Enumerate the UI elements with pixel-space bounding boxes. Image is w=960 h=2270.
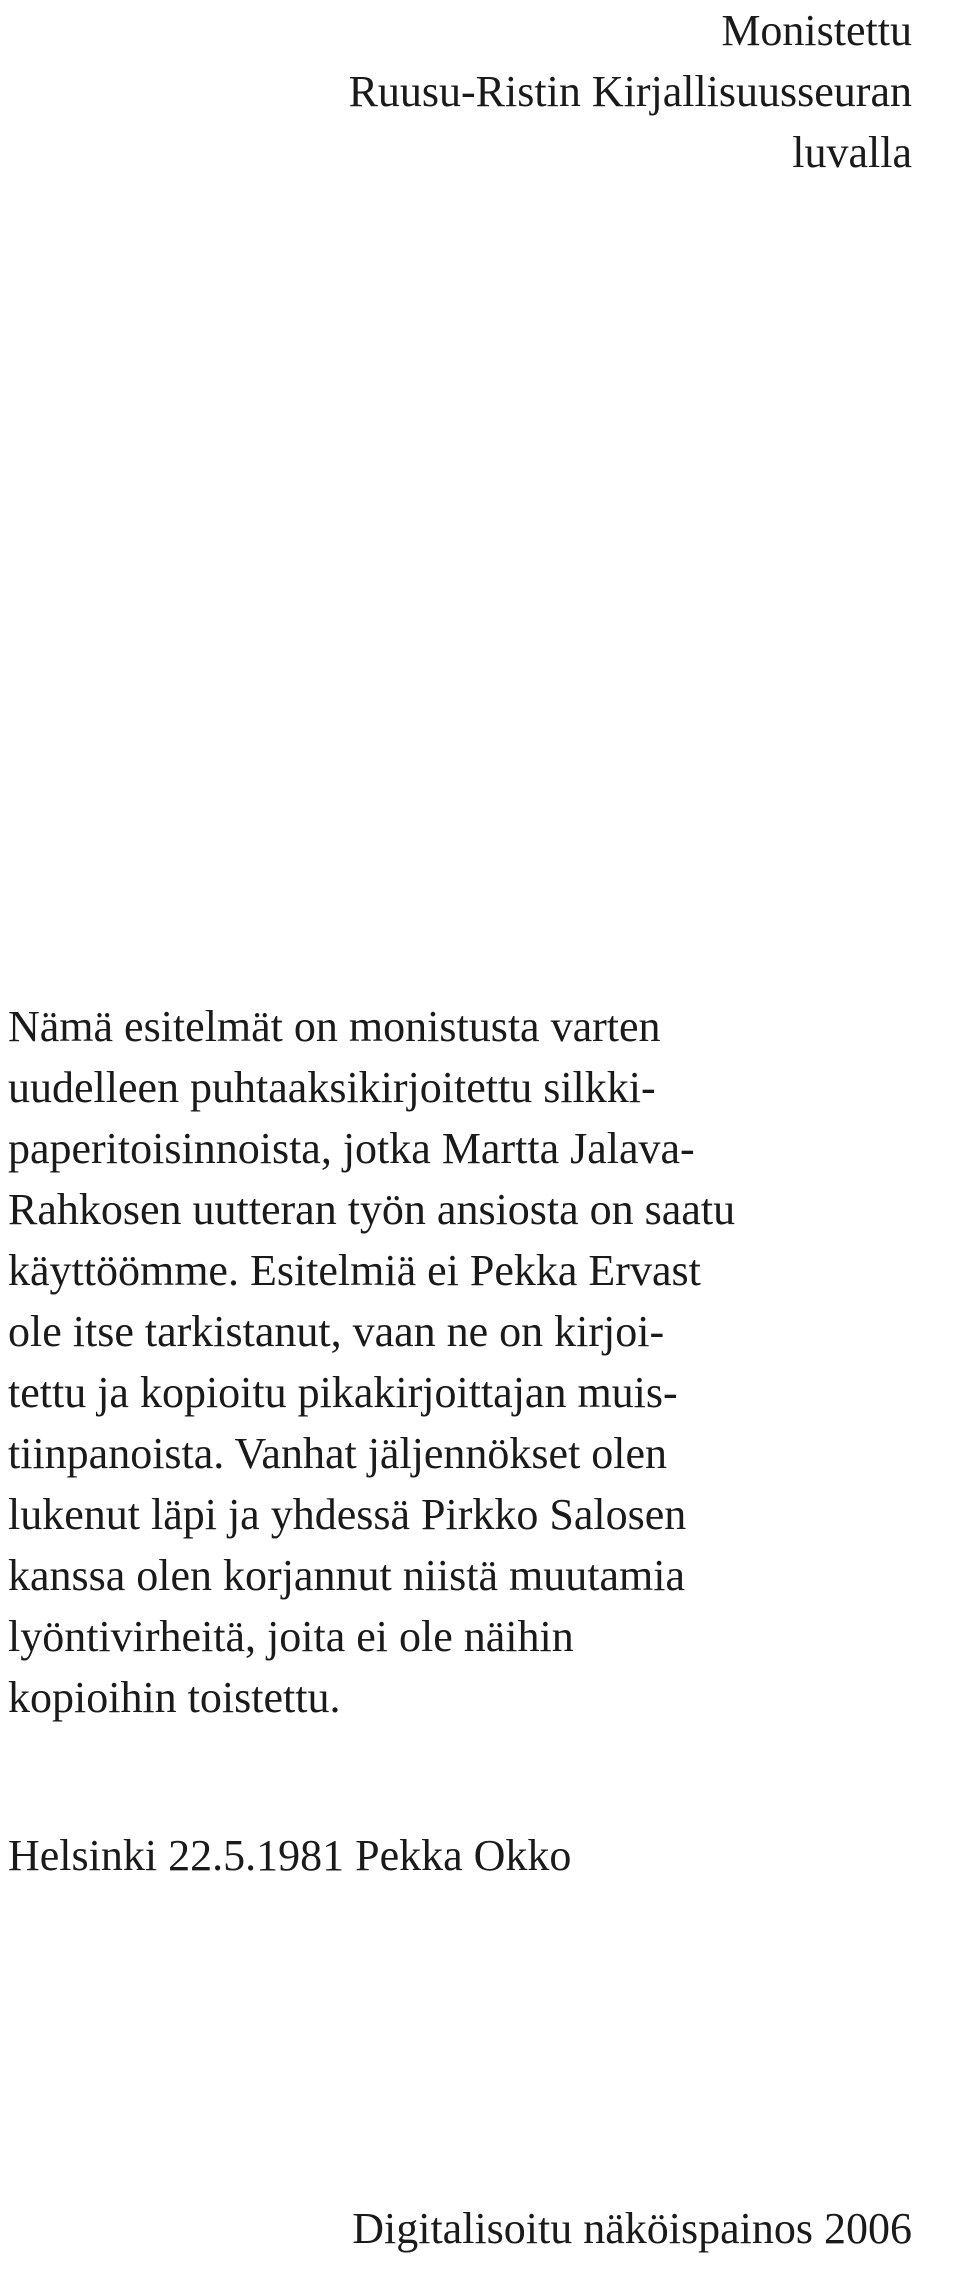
footer-note: Digitalisoitu näköispainos 2006 [352,2204,912,2253]
paragraph-line: tettu ja kopioitu pikakirjoittajan muis- [8,1368,678,1417]
paragraph-line: tiinpanoista. Vanhat jäljennökset olen [8,1429,668,1478]
header-line: Ruusu-Ristin Kirjallisuusseuran [348,67,912,116]
signature-line: Helsinki 22.5.1981 Pekka Okko [8,1831,572,1880]
paragraph-line: Rahkosen uutteran työn ansiosta on saatu [8,1185,736,1234]
paragraph-line: käyttöömme. Esitelmiä ei Pekka Ervast [8,1246,701,1295]
header-line: Monistettu [721,6,912,55]
paragraph-line: uudelleen puhtaaksikirjoitettu silkki- [8,1063,656,1112]
paragraph-line: ole itse tarkistanut, vaan ne on kirjoi- [8,1307,665,1356]
paragraph-line: lyöntivirheitä, joita ei ole näihin [8,1612,574,1661]
paragraph-line: kopioihin toistettu. [8,1673,341,1722]
paragraph-line: kanssa olen korjannut niistä muutamia [8,1551,685,1600]
paragraph-line: paperitoisinnoista, jotka Martta Jalava- [8,1124,695,1173]
paragraph-line: Nämä esitelmät on monistusta varten [8,1002,661,1051]
paragraph-line: lukenut läpi ja yhdessä Pirkko Salosen [8,1490,687,1539]
header-line: luvalla [792,128,912,177]
body-paragraph [8,996,948,1728]
header-block [0,0,960,183]
